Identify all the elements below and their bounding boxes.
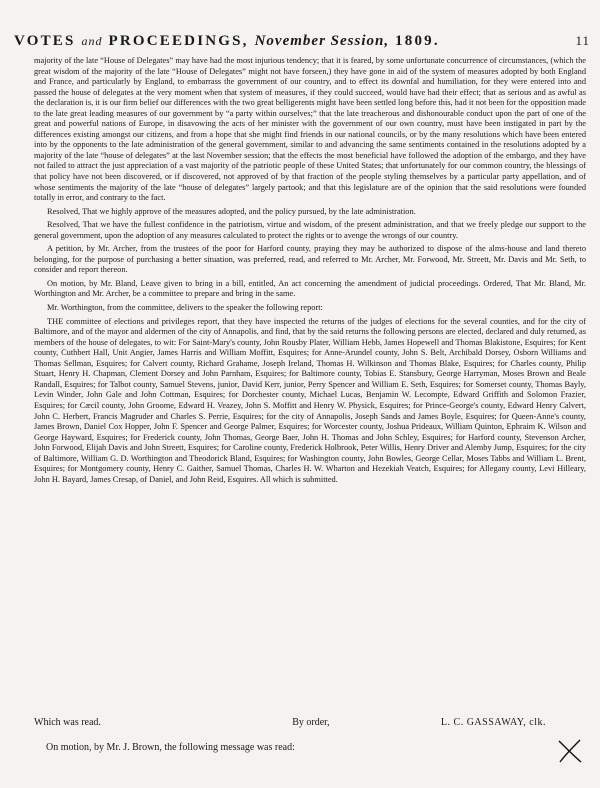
final-motion: On motion, by Mr. J. Brown, the following message was read:: [46, 742, 295, 753]
by-order: By order,: [292, 717, 330, 728]
final-motion-row: [46, 742, 586, 753]
header-session: November Session,: [254, 33, 390, 49]
header-year: 1809.: [395, 33, 440, 49]
body-text: [34, 56, 586, 485]
paragraph-committee-report: THE committee of elections and privileges report, that they have inspected the returns of the judges of elections for the several counties, and for the city of Baltimore, and of the mayor and aldermen of the city of Annapolis, and find, that by the said returns the following persons are elected, declared and duly returned, as members of the house of delegates, to wit: For Saint-Mary's county, John Rousby Plater, William Hebb, James Hopewell and Thomas Blakistone, Esquires; for Kent county, Cuthbert Hall, Unit Angier, James Harris and William Moffitt, Esquires; for Anne-Arundel county, John S. Belt, Archibald Dorsey, Osborn Williams and Thomas Sellman, Esquires; for Calvert county, Richard Grahame, Joseph Ireland, Thomas H. Wilkinson and Thomas Blake, Esquires; for Charles county, Philip Stuart, Henry H. Chapman, Clement Dorsey and John Parnham, Esquires; for Baltimore county, Tobias E. Stansbury, George Harryman, Moses Brown and Beale Randall, Esquires; for Talbot county, Samuel Stevens, junior, David Kerr, junior, Perry Spencer and William E. Seth, Esquires; for Somerset county, Thomas Bayly, Levin Winder, John Gale and John Cottman, Esquires; for Dorchester county, Michael Lucas, Benjamin W. Lecompte, Edward Griffith and Solomon Frazier, Esquires; for Cæcil county, John Groome, Edward H. Veazey, John S. Moffitt and Henry W. Physick, Esquires; for Prince-George's county, Edward Henry Calvert, John C. Herbert, Francis Magruder and Charles S. Perrie, Esquires; for the city of Annapolis, Joseph Sands and James Boyle, Esquires; for Queen-Anne's county, James Brown, Daniel Cox Hopper, John F. Spencer and George Palmer, Esquires; for Worcester county, Joshua Prideaux, William Quinton, Ephraim K. Wilson and George Hayward, Esquires; for Frederick county, John Thomas, George Baer, John H. Thomas and John Schley, Esquires; for Harford county, Stevenson Archer, John Forwood, Elijah Davis and John Streett, Esquires; for Caroline county, Frederick Holbrook, Peter Willis, Henry Driver and Alemby Jump, Esquires; for the city of Baltimore, William G. D. Worthington and Theodorick Bland, Esquires; for Washington county, John Bowles, George Cellar, Moses Tabbs and William L. Brent, Esquires; for Montgomery county, Henry C. Gaither, Samuel Thomas, Charles H. W. Wharton and Hezekiah Veatch, Esquires; for Allegany county, Levi Hilleary, John H. Bayard, James Cresap, of Daniel, and John Reid, Esquires. All which is submitted.: [34, 316, 586, 484]
header-votes: VOTES: [14, 33, 76, 49]
clerk-signature: L. C. GASSAWAY, clk.: [440, 717, 546, 728]
paragraph-continuation: majority of the late “House of Delegates” may have had the most injurious tendency; that it is feared, by some unfortunate concurrence of circumstances, (which the great wisdom of the majority of the late “House of Delegates” might not have forseen,) they have gone in aid of the system of measures adopted by both England and France, and particularly by England, to embarrass the government of our country, and to effect its downfal and humiliation, for they were entered into and passed the house of delegates at the very moment when that system of measures, if they could succeed, would have had their effect; that as serious and as awful as the declaration is, it is our firm belief our differences with the two great belligerents might have been settled long before this, had it not been for the opposition made to the late great leading measures of our government by “a party within ourselves;” that the late treacherous and dishonourable conduct upon the part of one of the great and powerful nations of Europe, in disavowing the acts of her minister with the government of our own country, must have been instigated in part by the differences existing amongst our citizens, and from a hope that she might find friends in our national councils, or by the many resolutions which have been entered into by the opponents to the late administration of the general government, similar to and advancing the same sentiments contained in the resolutions adopted by a majority of the late “house of delegates” at the last November session; that the effects the most beneficial have followed the adoption of the embargo, and they have not failed to attract the just appreciation of a vast majority of the patriotic people of these United States; that unfortunately for our common country, the blessings of that policy have not been discovered, or if discovered, not approved of by that fraction of the people styling themselves by a particular party appellation, and of whose sentiments the majority of the late “house of delegates” largely partook; and that this legislature are of the opinion that the said resolutions were founded totally in error, and contrary to the fact.: [34, 56, 586, 203]
header-proceedings: PROCEEDINGS,: [108, 33, 249, 49]
handwritten-x-mark: [556, 738, 584, 764]
paragraph-motion-bland: On motion, by Mr. Bland, Leave given to bring in a bill, entitled, An act concerning the amendment of judicial proceedings. Ordered, That Mr. Bland, Mr. Worthington and Mr. Archer, be a committee to prepare and bring in the same.: [34, 278, 586, 299]
signature-row: [34, 717, 586, 728]
running-header: [14, 33, 590, 49]
paragraph-resolved-2: Resolved, That we have the fullest confidence in the patriotism, virtue and wisdom, of the present administration, and that we freely pledge our support to the general government, upon the adoption of any measures calculated to protect the rights or to avenge the wrongs of our country.: [34, 220, 586, 240]
which-was-read: Which was read.: [34, 717, 101, 728]
header-and: and: [81, 34, 103, 48]
paragraph-worthington: Mr. Worthington, from the committee, delivers to the speaker the following report:: [47, 303, 323, 313]
paragraph-resolved-1: Resolved, That we highly approve of the measures adopted, and the policy pursued, by the late administration.: [47, 206, 416, 216]
paragraph-petition: A petition, by Mr. Archer, from the trustees of the poor for Harford county, praying they may be authorized to dispose of the alms-house and land thereto belonging, for the purpose of purchasing a better situation, was preferred, read, and referred to Mr. Archer, Mr. Forwood, Mr. Streett, Mr. Davis and Mr. Seth, to consider and report thereon.: [34, 244, 586, 275]
page-number: 11: [575, 33, 590, 48]
header-title: [14, 33, 440, 50]
